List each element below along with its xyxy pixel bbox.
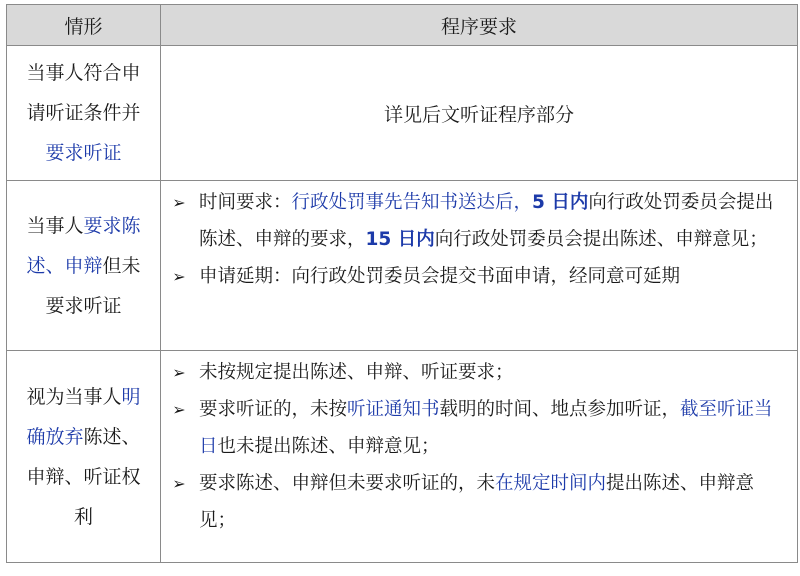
list-item — [161, 391, 797, 465]
arrow-bullet-icon: ➢ — [172, 363, 186, 382]
item-highlight: 听证通知书 — [347, 399, 440, 420]
table-row — [7, 46, 798, 181]
situation-cell — [7, 351, 161, 563]
procedure-table-wrap — [6, 4, 797, 563]
table-row — [7, 351, 798, 563]
header-requirements: 程序要求 — [161, 5, 798, 46]
item-highlight: 15 日内 — [365, 229, 435, 250]
item-highlight: 截至听证当日 — [199, 399, 773, 457]
situation-highlight: 述、申辩 — [26, 254, 103, 277]
item-highlight: 5 日内 — [532, 192, 589, 213]
procedure-table — [6, 4, 798, 563]
situation-line: 利 — [73, 505, 93, 528]
situation-cell — [7, 46, 161, 181]
requirement-text: 详见后文听证程序部分 — [383, 103, 574, 126]
situation-line: 要求听证 — [45, 142, 122, 164]
situation-highlight: 明 — [121, 385, 141, 408]
situation-line: 当事人符合申 — [26, 62, 141, 84]
list-item — [161, 258, 797, 295]
requirement-cell — [161, 46, 798, 181]
list-item — [161, 184, 797, 258]
situation-line: 请听证条件并 — [26, 102, 141, 124]
item-text: 载明的时间、地点参加听证， — [439, 399, 681, 420]
situation-line — [13, 417, 154, 457]
item-text: 向行政处罚委员会提出陈述、申辩的要求， — [199, 192, 774, 250]
header-row — [7, 5, 798, 46]
situation-line — [13, 206, 154, 246]
arrow-bullet-icon: ➢ — [172, 267, 186, 286]
header-situation: 情形 — [7, 5, 161, 46]
item-text: 向行政处罚委员会提出陈述、申辩意见； — [434, 229, 768, 250]
situation-text: 当事人 — [26, 214, 84, 237]
arrow-bullet-icon: ➢ — [172, 474, 186, 493]
situation-line — [13, 377, 154, 417]
item-text: 提出陈述、申辩意见； — [199, 473, 755, 531]
item-text: 要求听证的，未按 — [199, 399, 348, 420]
situation-line: 申辩、听证权 — [26, 465, 141, 488]
list-item — [161, 354, 797, 391]
table-row — [7, 181, 798, 351]
requirement-cell — [161, 351, 798, 563]
situation-highlight: 要求陈 — [83, 214, 141, 237]
requirement-cell — [161, 181, 798, 351]
situation-text: 陈述、 — [83, 425, 141, 448]
situation-line — [13, 246, 154, 286]
situation-text: 视为当事人 — [26, 385, 122, 408]
item-text: 要求陈述、申辩但未要求听证的，未 — [199, 473, 496, 494]
arrow-bullet-icon: ➢ — [172, 193, 186, 212]
situation-text: 但未 — [102, 254, 141, 277]
item-text: 未按规定提出陈述、申辩、听证要求； — [199, 362, 514, 383]
item-highlight: 行政处罚事先告知书送达后， — [291, 192, 533, 213]
situation-line: 要求听证 — [45, 294, 122, 317]
item-highlight: 在规定时间内 — [495, 473, 607, 494]
situation-highlight: 确放弃 — [26, 425, 84, 448]
item-text: 申请延期：向行政处罚委员会提交书面申请，经同意可延期 — [199, 266, 681, 287]
item-text: 时间要求： — [199, 192, 292, 213]
item-text: 也未提出陈述、申辩意见； — [217, 436, 440, 457]
situation-cell — [7, 181, 161, 351]
arrow-bullet-icon: ➢ — [172, 400, 186, 419]
list-item — [161, 465, 797, 539]
